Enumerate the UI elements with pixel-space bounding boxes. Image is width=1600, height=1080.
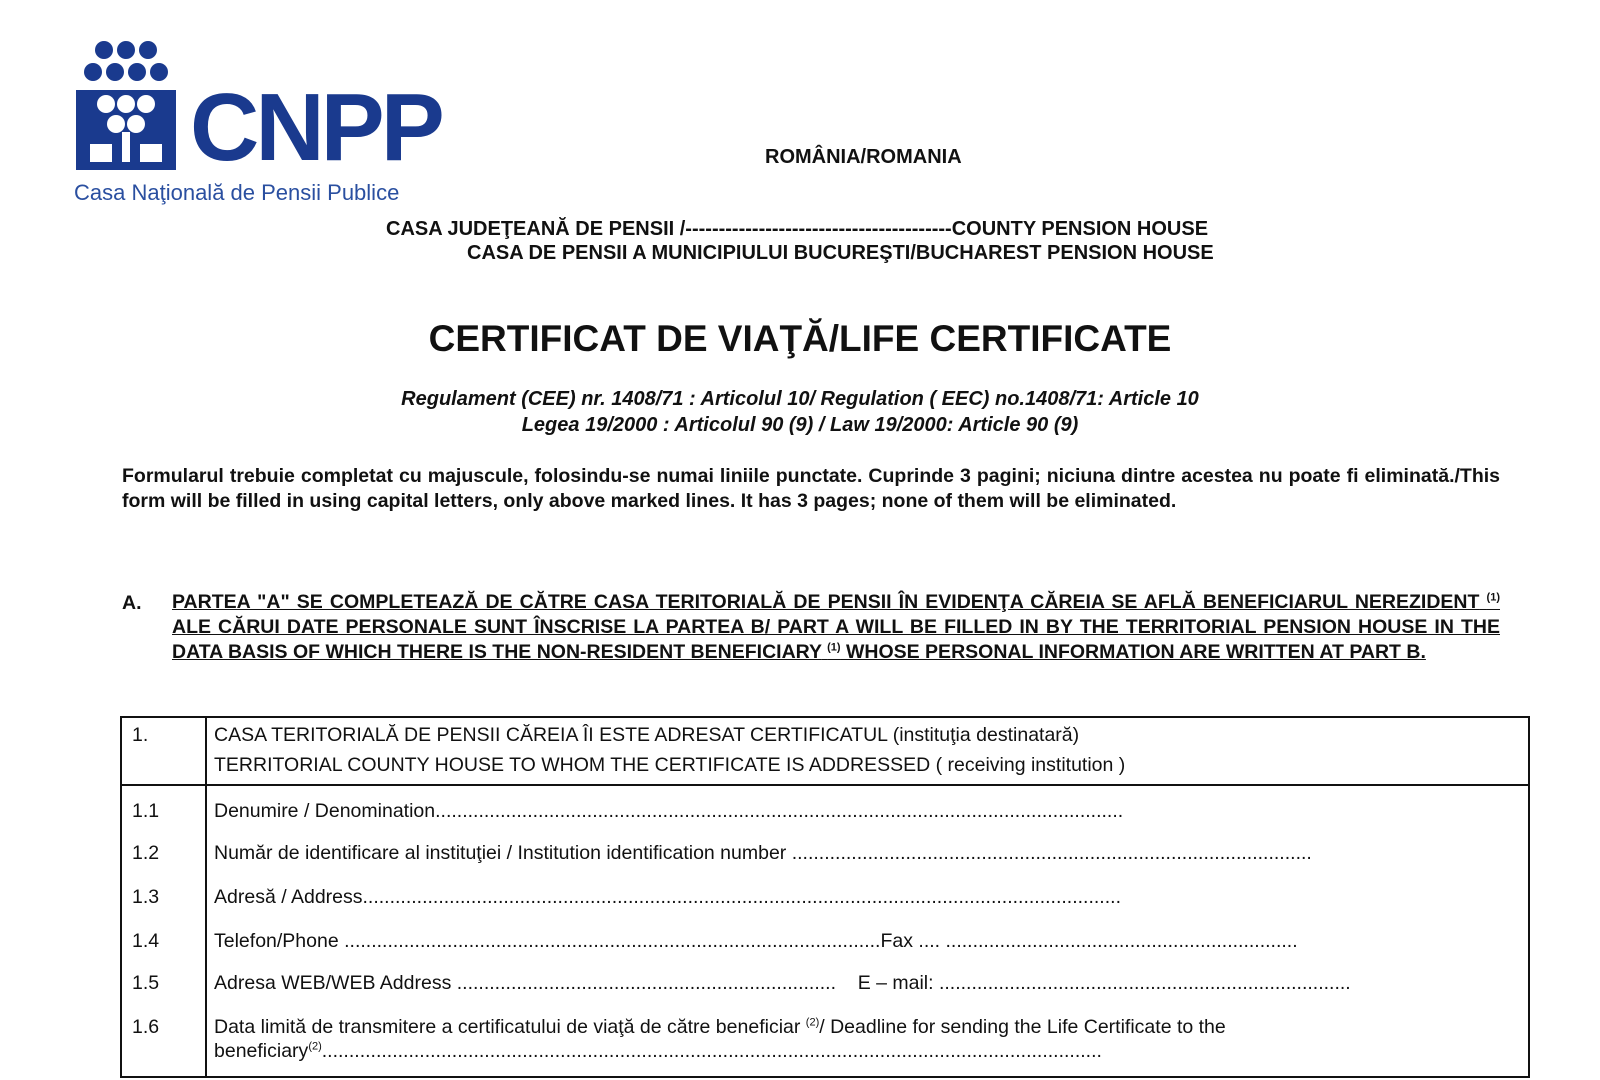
header-line-en: TERRITORIAL COUNTY HOUSE TO WHOM THE CERTIFICATE IS ADDRESSED ( receiving institution ) — [214, 754, 1126, 776]
fill-line[interactable]: ............................................................................ — [933, 972, 1351, 994]
bucharest-pension-house-line: CASA DE PENSII A MUNICIPIULUI BUCUREŞTI/BUCHAREST PENSION HOUSE — [467, 242, 1214, 264]
row-number: 1.2 — [132, 842, 160, 864]
footnote-ref: (2) — [805, 1016, 820, 1029]
web-email-field[interactable] — [214, 972, 1351, 995]
field-label: Denumire / Denomination — [214, 800, 436, 822]
logo-wordmark: CNPP — [190, 74, 441, 181]
fill-line[interactable]: ................................................................................................... — [338, 930, 881, 952]
row-number: 1.6 — [132, 1016, 160, 1038]
field-label: Adresa WEB/WEB Address — [214, 972, 452, 994]
section-a-letter: A. — [122, 592, 142, 614]
footnote-ref: (1) — [1486, 591, 1500, 604]
regulation-line-2: Legea 19/2000 : Articolul 90 (9) / Law 19/2000: Article 90 (9) — [521, 414, 1079, 436]
section-a-heading — [172, 590, 1500, 665]
section-a-text-3: WHOSE PERSONAL INFORMATION ARE WRITTEN AT PART B. — [840, 641, 1426, 663]
section-a-text-2: ALE CĂRUI DATE PERSONALE SUNT ÎNSCRISE LA PARTEA B/ PART A WILL BE FILLED IN BY THE TERRITORIAL PENSION HOUSE IN THE DATA BASIS OF WHICH THERE IS THE NON-RESIDENT BENEFICIARY — [172, 616, 1500, 663]
phone-fax-field[interactable] — [214, 930, 1298, 953]
field-label: Număr de identificare al instituţiei / Institution identification number — [214, 842, 787, 864]
field-label: Adresă / Address — [214, 886, 363, 908]
fill-line[interactable]: ............................................................................................................................................ — [362, 886, 1121, 908]
document-title: CERTIFICAT DE VIAŢĂ/LIFE CERTIFICATE — [428, 318, 1172, 359]
field-label: beneficiary — [214, 1040, 309, 1062]
field-label: E – mail: — [857, 972, 934, 994]
table-header-divider — [122, 784, 1528, 786]
receiving-institution-table — [120, 716, 1530, 1078]
fill-line[interactable]: ...................................................................... — [451, 972, 837, 994]
fill-line[interactable]: .... ................................................................. — [912, 930, 1298, 952]
address-field[interactable] — [214, 886, 1121, 909]
row-number: 1.1 — [132, 800, 160, 822]
county-pension-house-line: CASA JUDEŢEANĂ DE PENSII /----------------------------------------COUNTY PENSION HOUSE — [386, 218, 1209, 240]
country-heading: ROMÂNIA/ROMANIA — [765, 146, 962, 168]
denomination-field[interactable] — [214, 800, 1123, 823]
cnpp-logo-mark-icon — [76, 40, 186, 172]
row-number: 1.3 — [132, 886, 160, 908]
row-number: 1.4 — [132, 930, 160, 952]
field-label: / Deadline for sending the Life Certificate to the — [819, 1016, 1226, 1038]
deadline-field-cont[interactable] — [214, 1040, 1102, 1063]
footnote-ref: (1) — [827, 641, 841, 654]
row-number: 1.5 — [132, 972, 160, 994]
deadline-field[interactable] — [214, 1016, 1226, 1039]
field-label: Fax — [880, 930, 913, 952]
form-instructions: Formularul trebuie completat cu majuscule, folosindu-se numai liniile punctate. Cuprinde 3 pagini; niciuna dintre acestea nu poate fi eliminată./This form will be filled in using capital letters, only above marked lines. It has 3 pages; none of them will be eliminated. — [122, 465, 1500, 512]
field-label: Telefon/Phone — [214, 930, 339, 952]
field-label: Data limită de transmitere a certificatului de viaţă de către beneficiar — [214, 1016, 801, 1038]
cnpp-logo — [76, 40, 456, 215]
footnote-ref: (2) — [308, 1040, 322, 1053]
section-a-text-1: PARTEA "A" SE COMPLETEAZĂ DE CĂTRE CASA TERITORIALĂ DE PENSII ÎN EVIDENŢA CĂREIA SE AFLĂ BENEFICIARUL NEREZIDENT — [172, 591, 1480, 613]
logo-subtitle: Casa Naţională de Pensii Publice — [74, 180, 400, 205]
fill-line[interactable]: ................................................................................................ — [786, 842, 1312, 864]
row-number: 1. — [132, 724, 149, 746]
regulation-line-1: Regulament (CEE) nr. 1408/71 : Articolul 10/ Regulation ( EEC) no.1408/71: Article 10 — [401, 388, 1199, 410]
header-line-ro: CASA TERITORIALĂ DE PENSII CĂREIA ÎI ESTE ADRESAT CERTIFICATUL (instituţia destinatară) — [214, 724, 1080, 746]
fill-line[interactable]: ............................................................................................................................... — [435, 800, 1124, 822]
table-column-divider — [205, 718, 207, 1076]
institution-id-field[interactable] — [214, 842, 1312, 865]
fill-line[interactable]: ................................................................................................................................................ — [321, 1040, 1102, 1062]
